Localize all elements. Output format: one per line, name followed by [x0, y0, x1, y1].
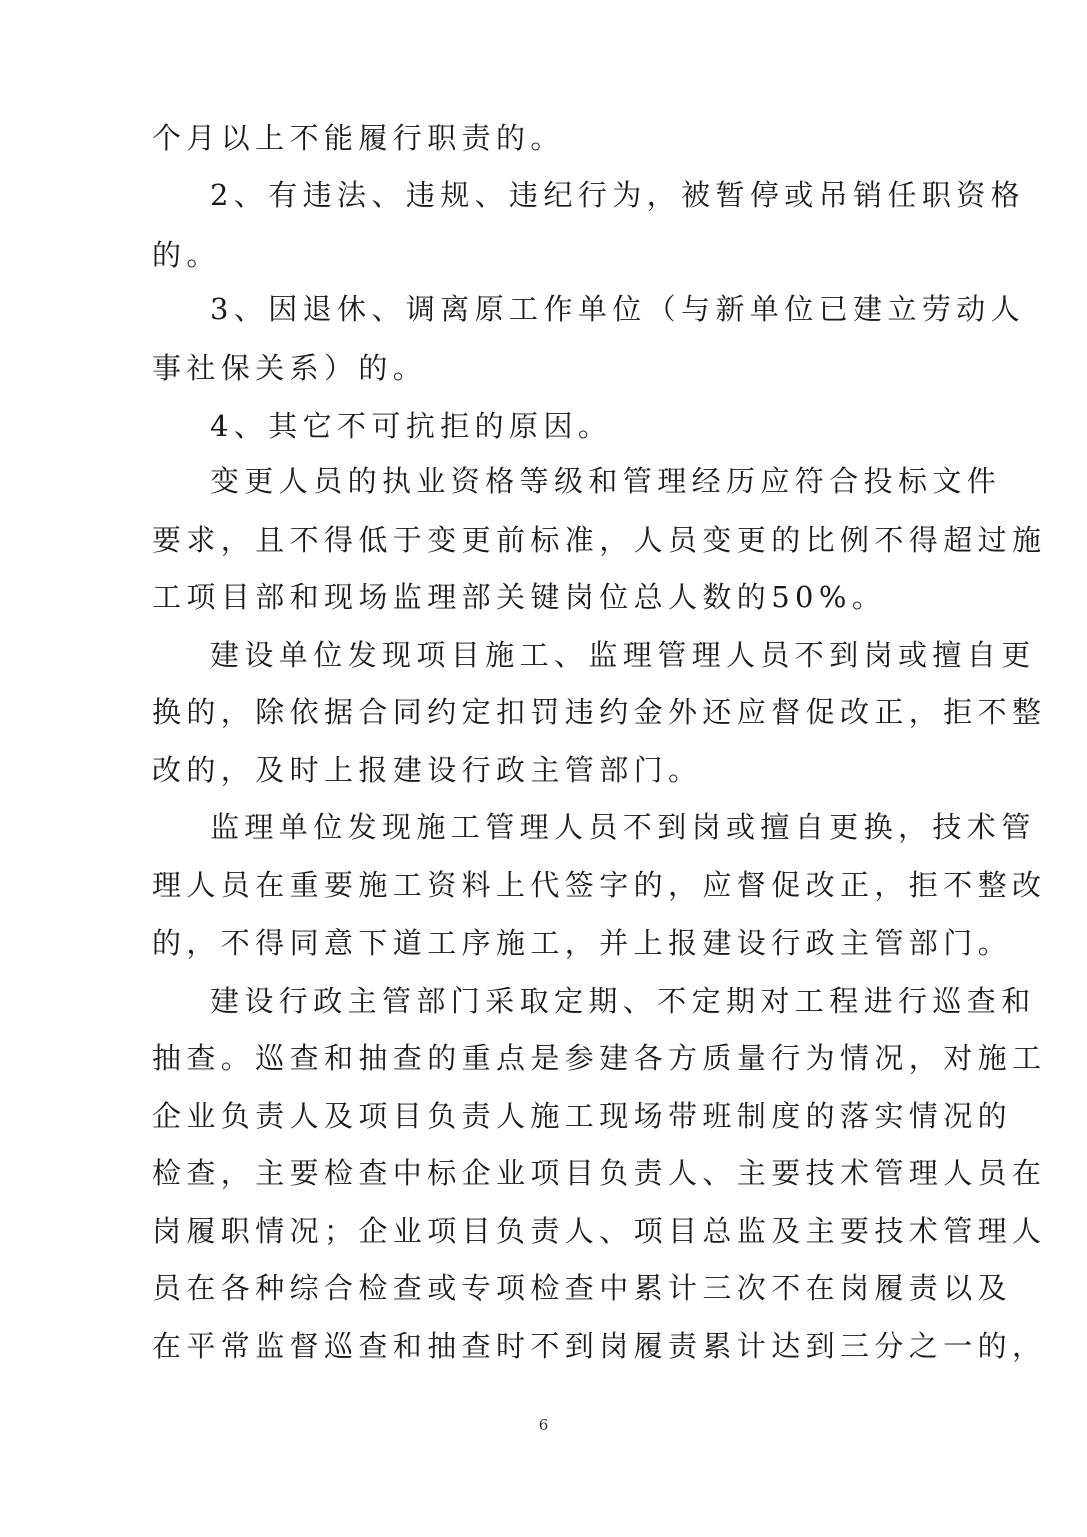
text-line: 变更人员的执业资格等级和管理经历应符合投标文件 [210, 464, 1002, 498]
text-line: 要求，且不得低于变更前标准，人员变更的比例不得超过施 [152, 523, 1047, 557]
text-line: 工项目部和现场监理部关键岗位总人数的50%。 [152, 580, 887, 614]
text-line: 2、有违法、违规、违纪行为，被暂停或吊销任职资格 [210, 178, 1026, 212]
text-line: 的，不得同意下道工序施工，并上报建设行政主管部门。 [152, 926, 1013, 960]
text-line: 个月以上不能履行职责的。 [152, 121, 565, 155]
text-line: 建设行政主管部门采取定期、不定期对工程进行巡查和 [210, 984, 1036, 1018]
text-line: 的。 [152, 238, 221, 272]
text-line: 员在各种综合检查或专项检查中累计三次不在岗履责以及 [152, 1271, 1013, 1305]
text-line: 建设单位发现项目施工、监理管理人员不到岗或擅自更 [210, 638, 1036, 672]
text-line: 在平常监督巡查和抽查时不到岗履责累计达到三分之一的， [152, 1329, 1047, 1363]
text-line: 4、其它不可抗拒的原因。 [210, 409, 613, 443]
text-line: 3、因退休、调离原工作单位（与新单位已建立劳动人 [210, 292, 1026, 326]
text-line: 改的，及时上报建设行政主管部门。 [152, 753, 703, 787]
text-line: 事社保关系）的。 [152, 351, 428, 385]
text-line: 企业负责人及项目负责人施工现场带班制度的落实情况的 [152, 1099, 1013, 1133]
text-line: 换的，除依据合同约定扣罚违约金外还应督促改正，拒不整 [152, 695, 1047, 729]
text-line: 理人员在重要施工资料上代签字的，应督促改正，拒不整改 [152, 868, 1047, 902]
page-number: 6 [538, 1416, 549, 1434]
text-line: 检查，主要检查中标企业项目负责人、主要技术管理人员在 [152, 1156, 1047, 1190]
text-line: 监理单位发现施工管理人员不到岗或擅自更换，技术管 [210, 810, 1036, 844]
text-line: 抽查。巡查和抽查的重点是参建各方质量行为情况，对施工 [152, 1041, 1047, 1075]
text-line: 岗履职情况；企业项目负责人、项目总监及主要技术管理人 [152, 1214, 1047, 1248]
